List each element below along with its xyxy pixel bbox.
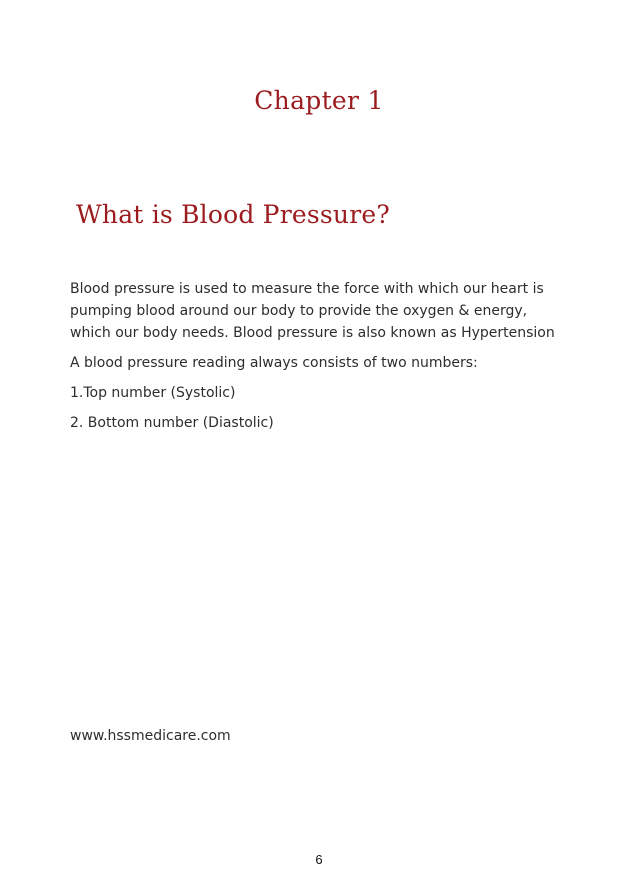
page-number: 6 xyxy=(315,852,323,867)
body-text xyxy=(70,278,570,442)
chapter-heading: Chapter 1 xyxy=(254,86,384,115)
paragraph-definition: Blood pressure is used to measure the force with which our heart is pumping blood around our body to provide the oxygen & energy, which our body needs. Blood pressure is also known as Hypertension xyxy=(70,281,555,341)
website-url: www.hssmedicare.com xyxy=(70,728,231,744)
section-title: What is Blood Pressure? xyxy=(76,200,390,229)
list-item-systolic: 1.Top number (Systolic) xyxy=(70,385,236,401)
paragraph-reading-intro: A blood pressure reading always consists of two numbers: xyxy=(70,355,478,371)
list-item-diastolic: 2. Bottom number (Diastolic) xyxy=(70,415,274,431)
